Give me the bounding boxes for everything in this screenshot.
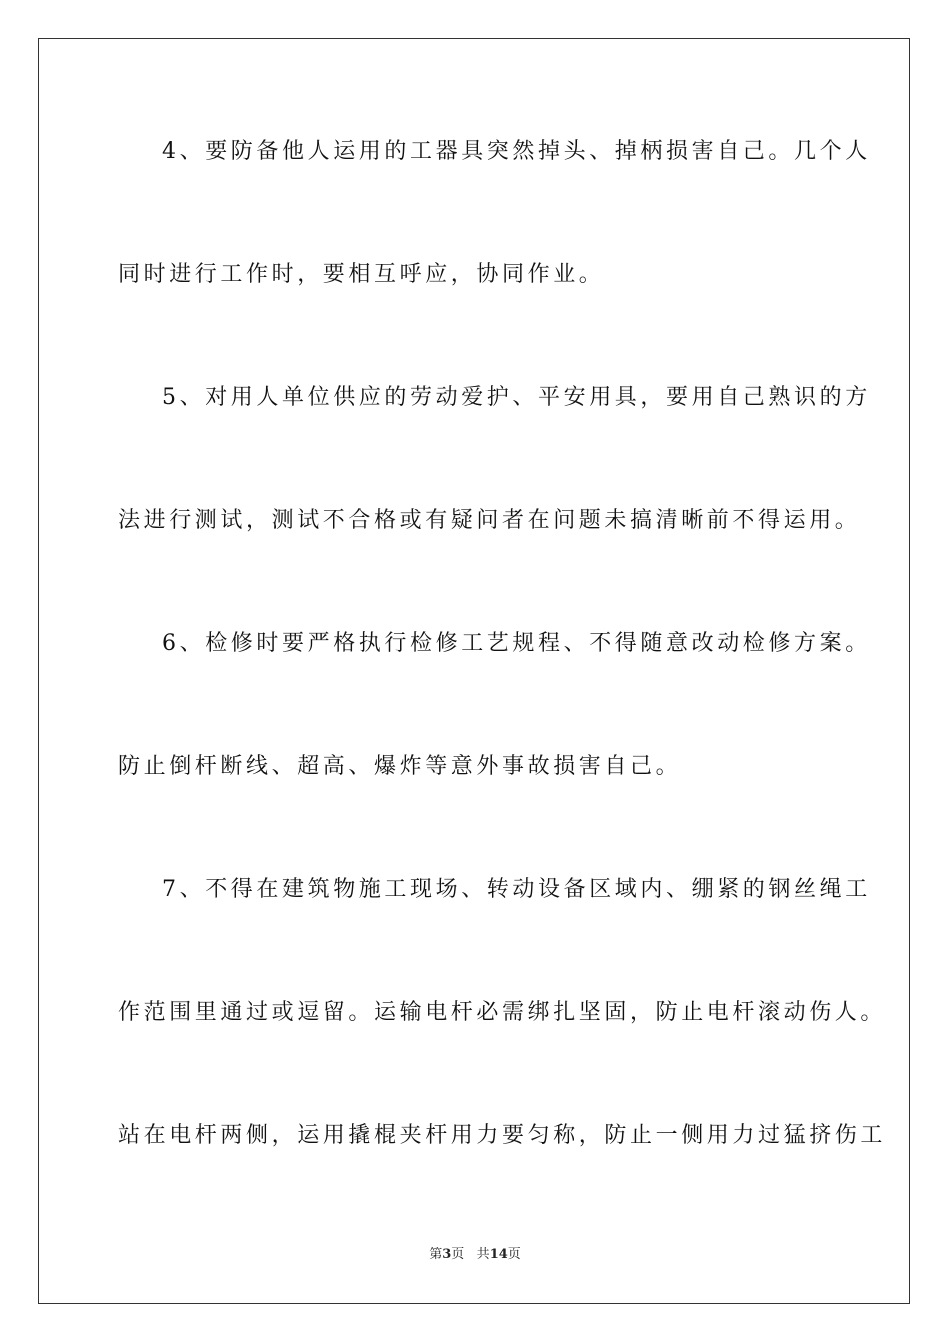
paragraph-7-line-2: 作范围里通过或逗留。运输电杆必需绑扎坚固，防止电杆滚动伤人。 [118,1000,887,1025]
paragraph-7-line-1: 7、不得在建筑物施工现场、转动设备区域内、绷紧的钢丝绳工 [162,877,871,902]
page-prefix: 第 [429,1247,443,1262]
page-footer [0,1246,950,1264]
paragraph-6-line-2: 防止倒杆断线、超高、爆炸等意外事故损害自己。 [118,754,682,779]
paragraph-5-line-1: 5、对用人单位供应的劳动爱护、平安用具，要用自己熟识的方 [162,385,871,410]
paragraph-6-line-1: 6、检修时要严格执行检修工艺规程、不得随意改动检修方案。 [162,631,871,656]
paragraph-7-line-3: 站在电杆两侧，运用撬棍夹杆用力要匀称，防止一侧用力过猛挤伤工 [118,1123,887,1148]
page-frame [38,38,910,1304]
page-suffix: 页 [451,1247,465,1262]
page-total: 14 [489,1247,508,1262]
total-prefix: 共 [476,1247,490,1262]
paragraph-5-line-2: 法进行测试，测试不合格或有疑问者在问题未搞清晰前不得运用。 [118,508,861,533]
paragraph-4-line-2: 同时进行工作时，要相互呼应，协同作业。 [118,262,605,287]
total-suffix: 页 [507,1247,521,1262]
paragraph-4-line-1: 4、要防备他人运用的工器具突然掉头、掉柄损害自己。几个人 [162,139,871,164]
page-current: 3 [442,1247,452,1262]
